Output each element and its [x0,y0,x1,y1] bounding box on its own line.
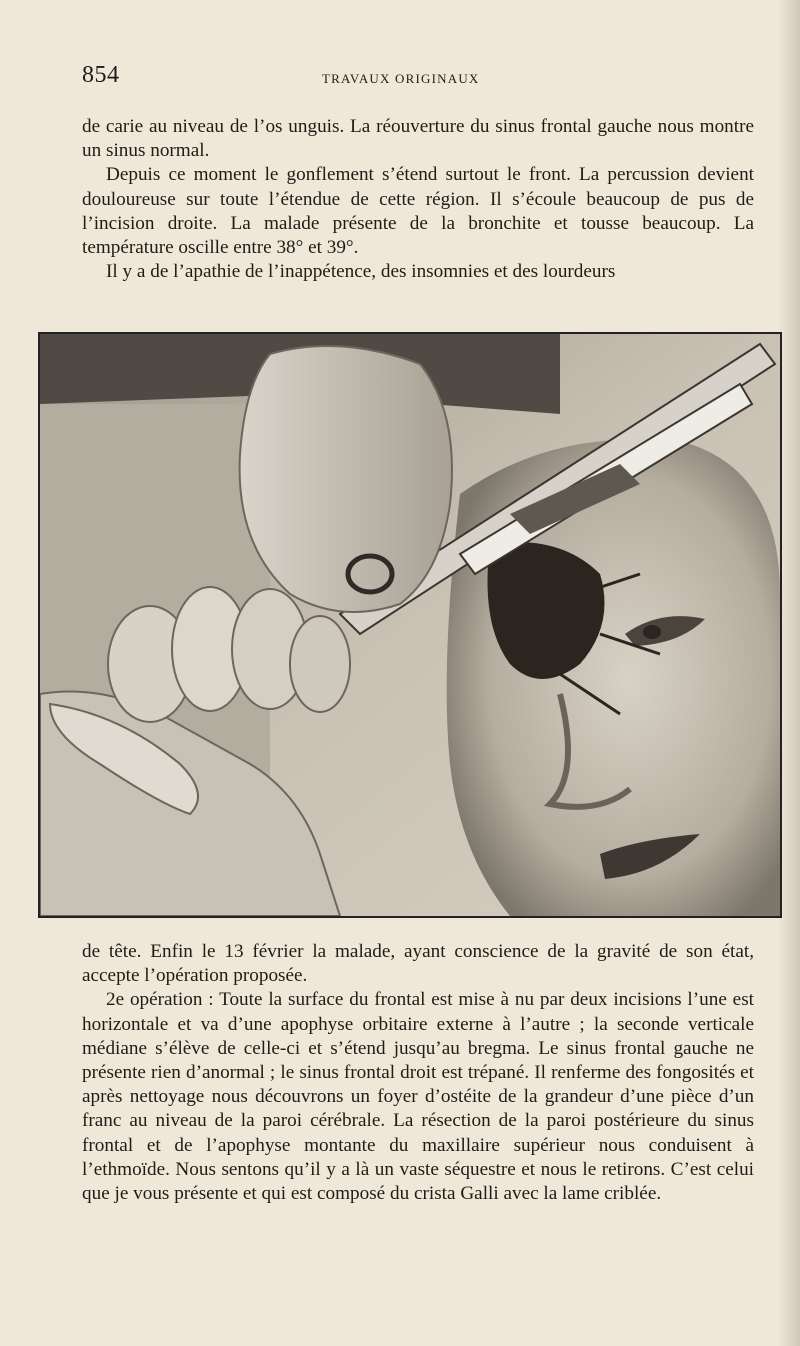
paragraph: Il y a de l’apathie de l’inappétence, des insomnies et des lourdeurs [106,261,616,283]
paragraph-continued: de tête. Enfin le 13 février la malade, ayant conscience de la gravité de son état, accepte l’opération proposée. [82,941,754,987]
paragraph: 2e opération : Toute la surface du frontal est mise à nu par deux incisions l’une est horizontale et va d’une apophyse orbitaire externe à l’autre ; la seconde verticale médiane s’élève de celle-ci et s’étend jusqu’au bregma. Le sinus frontal gauche ne présente rien d’anormal ; le sinus frontal droit est trépané. Il renferme des fongosités et après nettoyage nous découvrons un foyer d’ostéite de la grandeur d’une pièce d’un franc au niveau de la paroi cérébrale. La résection de la paroi postérieure du sinus frontal et de l’apophyse montante du maxillaire supérieur nous conduisent à l’ethmoïde. Nous sentons qu’il y a là un vaste séquestre et nous le retirons. C’est celui que je vous présente et qui est composé du crista Galli avec la lame criblée. [82,989,754,1205]
page-number: 854 [82,62,120,88]
running-head: TRAVAUX ORIGINAUX [322,71,480,86]
page-header [82,62,762,96]
paragraph: Depuis ce moment le gonflement s’étend surtout le front. La percussion devient douloureuse sur toute l’étendue de cette région. Il s’écoule beaucoup de pus de l’incision droite. La malade présente de la bronchite et tousse beaucoup. La température oscille entre 38° et 39°. [82,164,754,259]
photograph-illustration [40,334,780,916]
body-text-bottom [82,940,754,1206]
paragraph-continued: de carie au niveau de l’os unguis. La réouverture du sinus frontal gauche nous montre un sinus normal. [82,116,754,162]
body-text-top [82,115,754,284]
surgery-photograph [38,332,782,918]
